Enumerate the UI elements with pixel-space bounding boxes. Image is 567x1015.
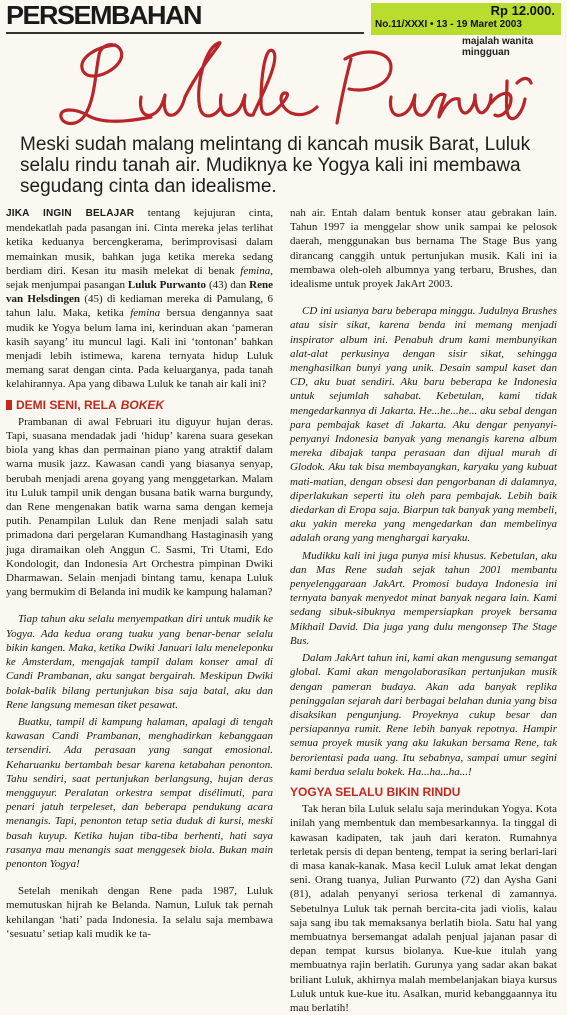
section-heading: PERSEMBAHAN: [6, 1, 202, 30]
subheading-marker: [6, 400, 12, 410]
price-box: [371, 3, 561, 35]
paragraph-prambanan: Prambanan di awal Februari itu diguyur hujan deras. Tapi, suasana mendadak jadi ‘hidup’ karena suara gesekan biola yang khas dan permainan piano yang atraktif dalam warna musik jazz. Kawasan candi yang biasanya senyap, berubah menjadi arena goyang yang menggetarkan. Malam itu Luluk tampil unik dengan busana batik warna burgundy, dan Rene mengenakan batik warna sama dengan kemeja putih. Penampilan Luluk dan Rene menjadi salah satu primadona dari pergelaran Kumandhang Hastaginasih yang juga diramaikan oleh Anggun C. Sasmi, Tri Utami, Edo Kondologit, dan Indonesia Art Orchestra pimpinan Dwiki Dharmawan. Selain menjadi bintang tamu, kenapa Luluk yang bermukim di Belanda ini mudik ke kampung halaman?: [6, 415, 273, 599]
quote-paragraph: CD ini usianya baru beberapa minggu. Judulnya Brushes atau sisir sikat, karena benda ini memang menjadi inspirator album ini. Penabuh drum kami membunyikan alat-alat perkusinya dengan sisir sikat, sehingga menghasilkan bunyi yang unik. Desain sampul kaset dan CD, aku buat sendiri. Aku baru beberapa ke Indonesia untuk sejumlah sahabat. Kebetulan, kami tidak mengedarkannya di Jakarta. He...he...he... aku sebal dengan para pembajak kaset di Jakarta. Aku dengar penyanyi-penyanyi Indonesia banyak yang menangis karena album mereka dibajak tanpa perasaan dan dijual murah di Glodok. Aku tak bisa membayangkan, karyaku yang kubuat mati-matian, dengan obsesi dan pengorbanan di dalamnya, diperlakukan seperti itu oleh para pembajak. Lebih baik diedarkan di Eropa saja. Biarpun tak banyak yang membeli, aku yakin mereka yang mengedarkan dan membelinya adalah orang yang menghargai karyaku.: [290, 305, 557, 545]
subheading-yogya: YOGYA SELALU BIKIN RINDU: [290, 784, 461, 799]
quote-paragraph: Tiap tahun aku selalu menyempatkan diri untuk mudik ke Yogya. Ada kedua orang tuaku yang benar-benar selalu bikin kangen. Maka, ketika Dwiki Januari lalu meneleponku ke Amsterdam, mengajak tampil dalam konser amal di Candi Prambanan, aku sangat bergairah. Meskipun Dwiki bolak-balik bilang pertunjukan bisa saja batal, aku dan Rene langsung memesan tiket pesawat.: [6, 613, 273, 711]
quote-paragraph: Mudikku kali ini juga punya misi khusus. Kebetulan, aku dan Mas Rene sudah sejak tahun 2001 membantu penyelenggaraan JakArt. Promosi budaya Indonesia ini ternyata banyak menyedot minat banyak negara lain. Kami sedang sibuk-sibuknya mempersiapkan proyek bersama Mikhail David. Dia juga yang dulu mengonsep The Stage Bus.: [290, 549, 557, 647]
lead-paragraph: Meski sudah malang melintang di kancah musik Barat, Luluk selalu rindu tanah air. Mudiknya ke Yogya kali ini membawa segudang cinta dan idealisme.: [20, 134, 531, 197]
paragraph-hijrah: Setelah menikah dengan Rene pada 1987, Luluk memutuskan hijrah ke Belanda. Namun, Luluk tak pernah kehilangan ‘hati’ pada Indonesia. Ia selalu saja membawa ‘sesuatu’ setiap kali mudik ke ta-: [6, 885, 273, 940]
price: Rp 12.000.: [490, 3, 555, 18]
quote-paragraph: Dalam JakArt tahun ini, kami akan mengusung semangat global. Kami akan mengolaborasikan pertunjukan musik dengan pameran budaya. Akan ada banyak replika peninggalan sejarah dari berbagai belahan dunia yang bisa disaksikan pengunjung. Proyeknya cukup besar dan persiapannya rumit. Rene lebih banyak repotnya. Hampir semua proyek musik yang aku lakukan bersama Rene, tak berorientasi pada uang. Itu sebabnya, sampai umur segini kami berdua selalu bokek. Ha...ha...ha...!: [290, 652, 557, 778]
article-column-left: [6, 206, 274, 940]
header-rule: [6, 32, 364, 34]
article-column-right: [290, 206, 557, 1014]
paragraph-continued: nah air. Entah dalam bentuk konser atau gebrakan lain. Tahun 1997 ia menggelar show unik sampai ke pelosok daerah, menggunakan bus bernama The Stage Bus yang dirancang canggih untuk pertunjukan musik. Kali ini ia membawa oleh-oleh albumnya yang terbaru, Brushes, dan idealisme untuk proyek JakArt 2003.: [290, 207, 557, 291]
signature-title: [55, 37, 535, 135]
issue-info: No.11/XXXI • 13 - 19 Maret 2003: [375, 19, 522, 30]
paragraph-yogya: Tak heran bila Luluk selalu saja merindukan Yogya. Kota inilah yang membentuk dan membesarkannya. Ia tinggal di kawasan kadipaten, tak jauh dari keraton. Rumahnya terletak persis di depan benteng, tempat ia sering berlari-lari di masa kanak-kanak. Masa kecil Luluk amat lekat dengan seni. Orang tuanya, Julian Purwanto (72) dan Aysha Gani (81), adalah penyanyi seriosa terkenal di zamannya. Sebetulnya Luluk tak pernah bercita-cita jadi violis, kalau saja sang ibu tak memaksanya berlatih biola. Satu hal yang membuatnya bersemangat adalah penjual jajanan pasar di depan tempat kursus biolanya. Kue-kue itulah yang membuatnya rajin berlatih. Gurunya yang sadar akan bakat briliant Luluk, akhirnya malah membelanjakan biaya kursus Luluk untuk kue-kue itu. Asalkan, murid kebanggaannya itu mau berlatih!: [290, 803, 557, 1014]
subheading-demi-seni: DEMI SENI, RELA BOKEK: [6, 398, 273, 412]
quote-paragraph: Buatku, tampil di kampung halaman, apalagi di tengah kawasan Candi Prambanan, menghadirkan kebanggaan tersendiri. Ada perasaan yang sangat emosional. Keharuanku bertambah besar karena ketabahan penonton. Tahu sendiri, saat pertunjukan berlangsung, hujan deras mengguyur. Peralatan orkestra sempat disélimuti, para penari jatuh terpeleset, dan beberapa pendukung acara menangis. Tapi, penonton tetap setia duduk di kursi, meski basah kuyup. Ketika hujan tiba-tiba berhenti, hati saya rasanya mau menangis saat menggesek biola. Bukan main penonton Yogya!: [6, 715, 273, 870]
magazine-tagline: majalah wanita mingguan: [462, 36, 534, 58]
kicker: JIKA INGIN BELAJAR: [6, 208, 135, 219]
intro-paragraph: JIKA INGIN BELAJAR tentang kejujuran cinta, mendekatlah pada pasangan ini. Cinta mereka jelas terlihat ketika keduanya bercengkerama, berimprovisasi dalam memainkan musik, bahkan juga ketika mereka sedang berdiam diri. Kesan itu masih melekat di benak femina, sejak menjumpai pasangan Luluk Purwanto (43) dan Rene van Helsdingen (45) di kediaman mereka di Pamulang, 6 tahun lalu. Maka, ketika femina bersua dengannya saat mudik ke Yogya belum lama ini, kerinduan akan ‘pameran kasih sayang’ itu muncul lagi. Kali ini ‘tontonan’ bahkan menjadi lebih istimewa, karena ternyata hidup Luluk memang sarat dengan cinta. Pada keluarganya, pada tanah kelahirannya. Apa yang dibawa Luluk ke tanah air kali ini?: [6, 207, 274, 391]
